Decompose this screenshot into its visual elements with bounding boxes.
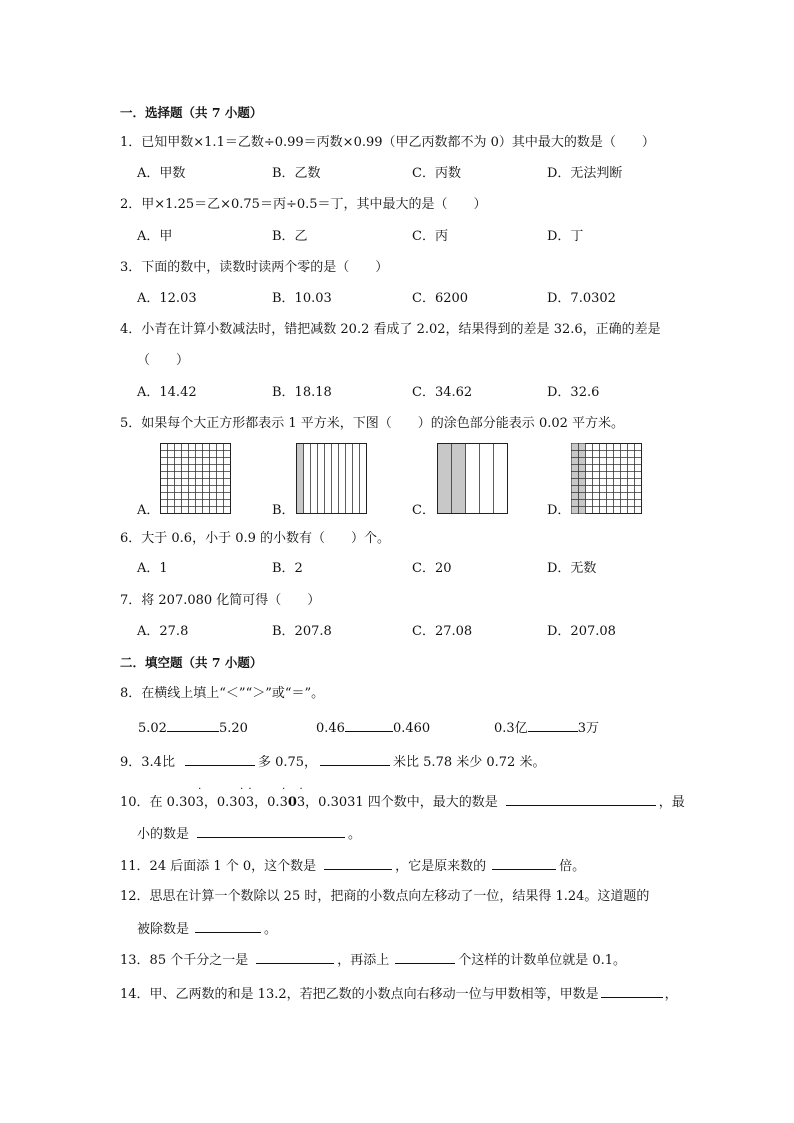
question-13: 13．85 个千分之一是 ，再添上 个这样的计数单位就是 0.1。 [120,950,626,970]
q13-blank-1[interactable] [256,950,334,964]
question-4-stem-line2: （ ） [137,353,190,368]
q7-option-d: D．207.08 [547,624,616,639]
question-1-stem: 1．已知甲数×1.1＝乙数÷0.99＝丙数×0.99（甲乙丙数都不为 0）其中最大的数是（ ） [120,135,655,150]
q1-option-b: B．乙数 [272,166,321,181]
q8-pair-3: 0.3亿 3万 [494,718,599,738]
q13-blank-2[interactable] [395,950,455,964]
q12-blank[interactable] [195,919,261,933]
q9-blank-2[interactable] [320,752,390,766]
question-5-stem: 5．如果每个大正方形都表示 1 平方米，下图（ ）的涂色部分能表示 0.02 平方米。 [120,416,625,431]
q3-option-a: A．12.03 [137,291,197,306]
question-9: 9．3.4比 多 0.75， 米比 5.78 米少 0.72 米。 [120,752,545,772]
question-3-stem: 3．下面的数中，读数时读两个零的是（ ） [120,260,389,275]
q6-option-a: A．1 [137,561,168,576]
q8-blank-1[interactable] [167,718,219,732]
q6-option-c: C．20 [412,561,452,576]
q2-option-b: B．乙 [272,229,308,244]
q1-option-c: C．丙数 [412,166,461,181]
q8-pair-2: 0.46 0.460 [316,718,430,738]
question-11: 11．24 后面添 1 个 0，这个数是 ，它是原来数的 倍。 [120,856,585,876]
q3-option-c: C．6200 [412,291,469,306]
q5-option-a: A． [137,503,160,518]
section-heading-choice: 一．选择题（共 7 小题） [120,105,263,120]
q8-blank-3[interactable] [528,718,578,732]
q1-option-a: A．甲数 [137,166,186,181]
question-12-line2: 被除数是 。 [137,919,277,939]
q10-blank-max[interactable] [506,792,656,806]
q10-repeating-digit-1: 3 · [195,784,204,810]
q14-blank[interactable] [601,984,663,998]
question-2-stem: 2．甲×1.25＝乙×0.75＝丙÷0.5＝丁，其中最大的是（ ） [120,197,487,212]
q11-blank-1[interactable] [324,856,392,870]
question-4-stem-line1: 4．小青在计算小数减法时，错把减数 20.2 看成了 2.02，结果得到的差是 32.6，正确的差是 [120,322,661,337]
q4-option-d: D．32.6 [547,385,600,400]
q7-option-b: B．207.8 [272,624,332,639]
q6-option-d: D．无数 [547,561,597,576]
q5-option-b: B． [272,503,295,518]
question-10-line2: 小的数是 。 [137,824,361,844]
q3-option-b: B．10.03 [272,291,332,306]
q5-option-c: C． [412,503,435,518]
q4-option-a: A．14.42 [137,385,197,400]
q2-option-c: C．丙 [412,229,448,244]
q6-option-b: B．2 [272,561,303,576]
figure-b-columns [296,443,368,515]
q8-pair-1: 5.02 5.20 [138,718,248,738]
q9-blank-1[interactable] [185,752,255,766]
q2-option-d: D．丁 [547,229,584,244]
section-heading-fill: 二．填空题（共 7 小题） [120,655,263,670]
q3-option-d: D．7.0302 [547,291,616,306]
q7-option-a: A．27.8 [137,624,189,639]
figure-c-columns [437,443,509,515]
q1-option-d: D．无法判断 [547,166,623,181]
question-12-line1: 12．思思在计算一个数除以 25 时，把商的小数点向左移动了一位，结果得 1.24。这道题的 [120,889,650,904]
q8-blank-2[interactable] [345,718,393,732]
question-14: 14．甲、乙两数的和是 13.2，若把乙数的小数点向右移动一位与甲数相等，甲数是 ， [120,984,678,1004]
q7-option-c: C．27.08 [412,624,473,639]
question-7-stem: 7．将 207.080 化简可得（ ） [120,593,321,608]
figure-d-grid [571,443,643,515]
q5-option-d: D． [547,503,571,518]
q10-blank-min[interactable] [197,824,345,838]
question-10-line1: 10．在 0.303 · ，0.30 · 3 · ，0.3 · 03 · ，0.3031 四个数中，最大的数是 ，最 [120,784,685,810]
question-6-stem: 6．大于 0.6，小于 0.9 的小数有（ ）个。 [120,531,391,546]
question-8-stem: 8．在横线上填上“＜”“＞”或“＝”。 [120,686,325,701]
q4-option-b: B．18.18 [272,385,332,400]
q4-option-c: C．34.62 [412,385,473,400]
q2-option-a: A．甲 [137,229,173,244]
figure-a-grid [160,443,232,515]
q11-blank-2[interactable] [492,856,556,870]
